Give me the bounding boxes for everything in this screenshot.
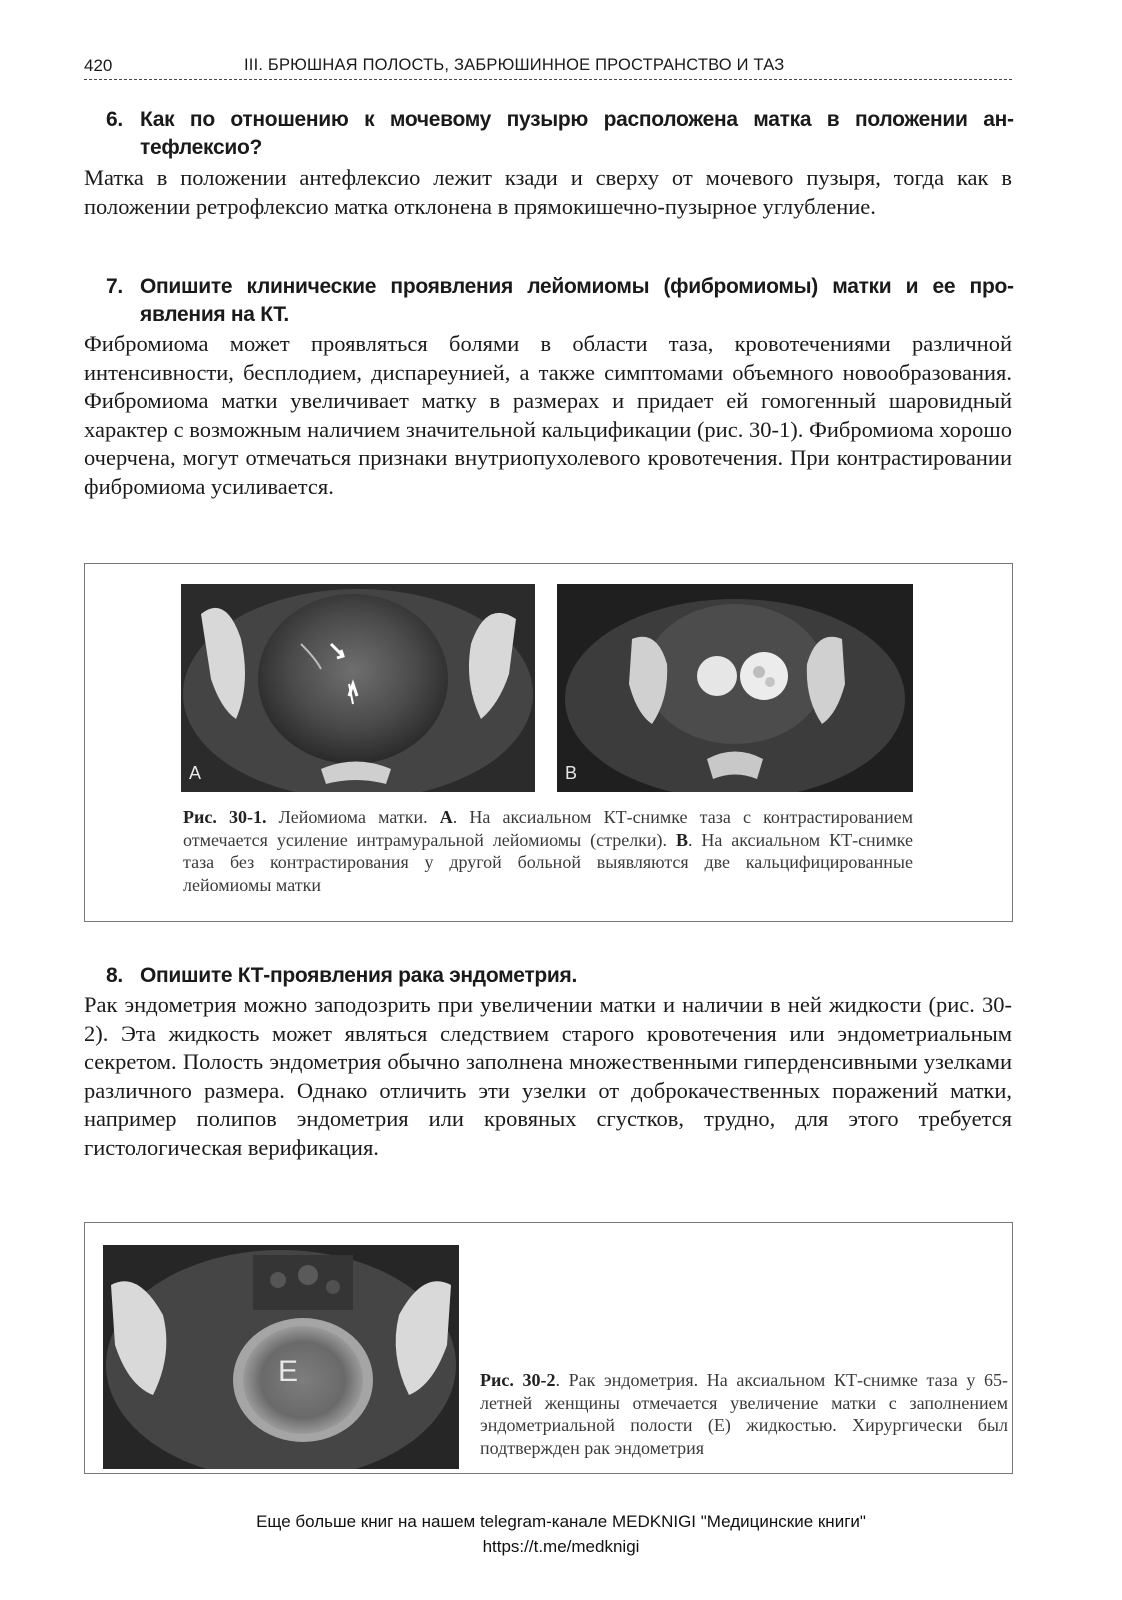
header-rule [84,79,1012,80]
ct-image-a [181,584,535,792]
footer-line-1: Еще больше книг на нашем telegram-канале MEDKNIGI "Медицинские книги" [256,1512,866,1531]
caption-part-1: Лейомиома матки. [266,807,440,827]
question-number: 8. [106,964,123,987]
figure-30-2 [84,1222,1013,1474]
caption-label-b: B [675,829,688,850]
footer-link[interactable]: https://t.me/medknigi [482,1537,640,1556]
answer-7: Фибромиома может проявляться болями в области таза, кровотечениями различной интенсивности, бесплодием, диспареунией, а также симптомами объемного новообразования. Фибромиома матки увеличивает матку в размерах и придает ей гомогенный шаровидный характер с возможным наличием значительной кальцификации (рис. 30-1). Фибромиома хорошо очерчена, могут отмечаться признаки внутриопухолевого кровотечения. При контрастировании фибромиома усиливается. [84,331,1012,499]
question-number: 7. [106,275,123,298]
figure-30-2-caption [480,1369,1008,1459]
caption-ref: Рис. 30-2 [480,1370,556,1390]
ct-image-b [557,584,913,792]
answer-8: Рак эндометрия можно заподозрить при увеличении матки и наличии в ней жидкости (рис. 30-2). Эта жидкость может являться следствием старого кровотечения или эндометриальным секретом. Полость эндометрия обычно заполнена множественными гиперденсивными узелками различного размера. Однако отличить эти узелки от доброкачественных поражений матки, например полипов эндометрия или кровяных сгустков, трудно, для этого требуется гистологическая верификация. [84,992,1012,1160]
caption-label-a: A [439,807,453,827]
running-head [84,52,1012,80]
caption-part-3: . На аксиальном КТ-снимке таза без контрастирования у другой больной выявляются две кальцифицированные лейомиомы матки [183,829,913,895]
question-text: Опишите клинические проявления лейомиомы (фибромиомы) матки и ее проявления на КТ. [140,275,1014,326]
cavity-label-e: E [278,1355,299,1388]
figure-30-1-caption [183,806,913,896]
panel-label-b: B [565,763,578,783]
chapter-title: III. БРЮШНАЯ ПОЛОСТЬ, ЗАБРЮШИННОЕ ПРОСТРАНСТВО И ТАЗ [244,56,785,74]
figure-30-1 [84,563,1013,922]
page-number: 420 [84,56,113,75]
question-6 [84,106,1014,162]
question-8 [84,962,1014,990]
question-text: Как по отношению к мочевому пузырю расположена матка в положении антефлексио? [140,108,1014,159]
caption-text: . Рак эндометрия. На аксиальном КТ-снимке таза у 65-летней женщины отмечается увеличение матки с заполнением эндометриальной полости (E) жидкостью. Хирургически был подтвержден рак эндометрия [480,1370,1008,1458]
caption-part-2: . На аксиальном КТ-снимке таза с контрастированием отмечается усиление интрамуральной лейомиомы (стрелки). [183,807,913,850]
panel-label-a: A [189,763,202,783]
ct-image-endometrial [103,1245,459,1469]
question-7 [84,273,1014,329]
caption-ref: Рис. 30-1. [183,807,267,827]
question-number: 6. [106,108,123,131]
answer-6: Матка в положении антефлексио лежит кзади и сверху от мочевого пузыря, тогда как в положении ретрофлексио матка отклонена в прямокишечно-пузырное углубление. [84,165,1012,219]
question-text: Опишите КТ-проявления рака эндометрия. [140,964,578,987]
